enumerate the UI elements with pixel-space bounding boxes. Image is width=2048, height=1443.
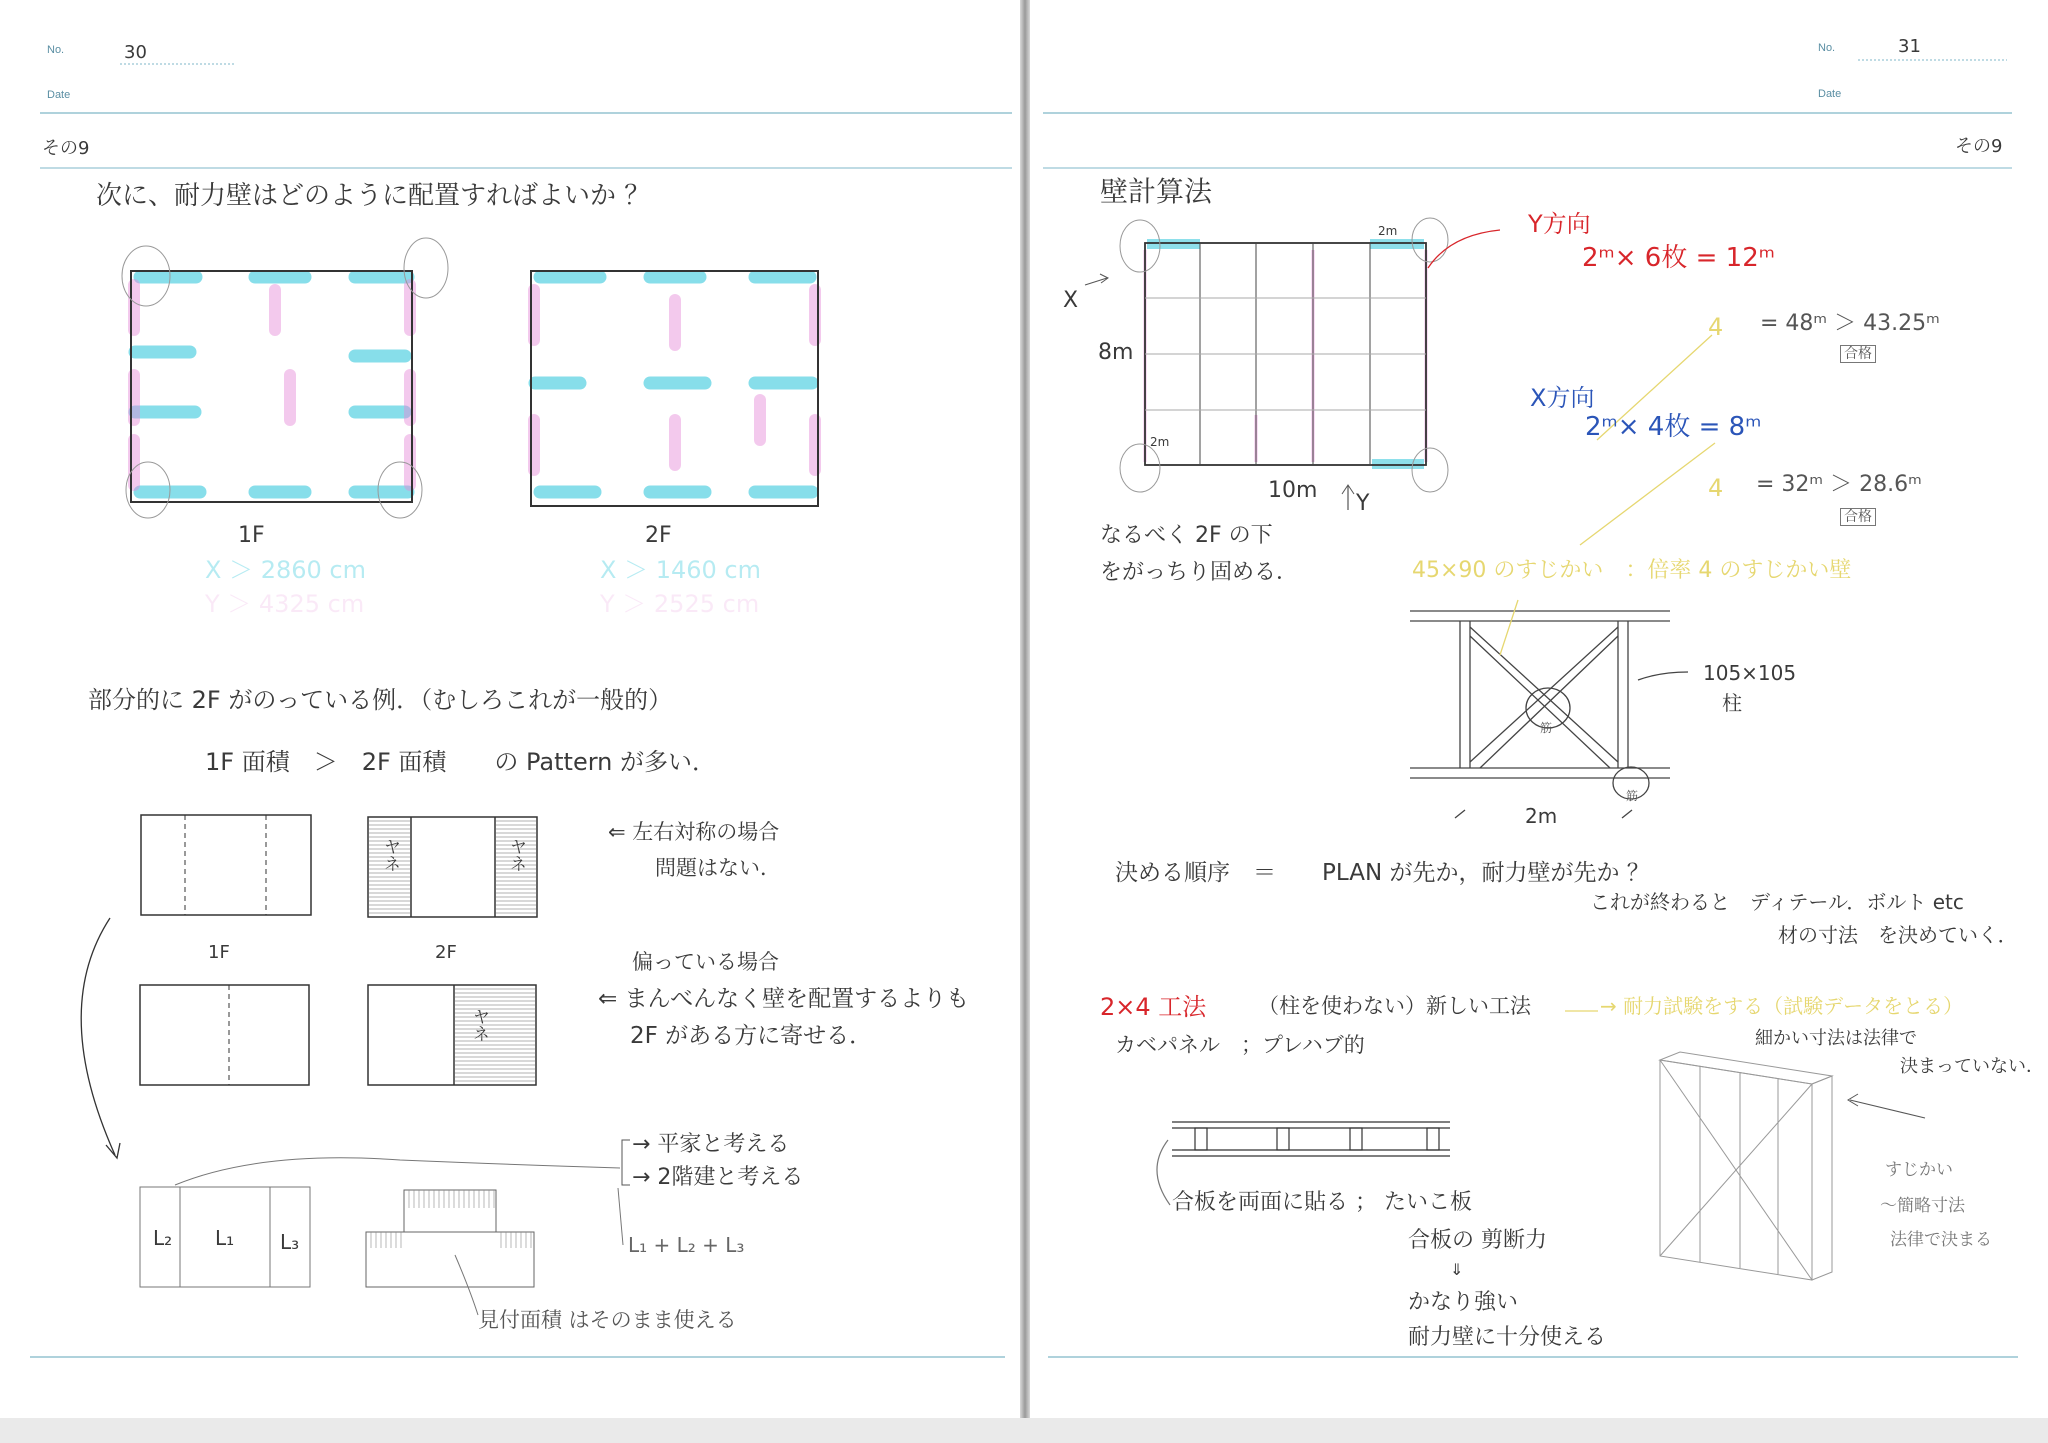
x-multiplier: 4 [1708, 474, 1724, 502]
note-symmetric-1: ⇐ 左右対称の場合 [608, 820, 780, 844]
x-pass-badge: 合格 [1840, 508, 1876, 526]
section-label-right: その9 [1955, 136, 2003, 157]
two-by-four-title: 2×4 工法 [1100, 993, 1207, 1021]
y-result: = 48ᵐ ＞ 43.25ᵐ [1760, 311, 1940, 336]
y-direction-calc: 2ᵐ× 6枚 = 12ᵐ [1582, 243, 1775, 273]
order-question: 決める順序 ＝ PLAN が先か，耐力壁が先か ？ [1115, 860, 1650, 886]
y-direction-label: Y方向 [1528, 210, 1591, 238]
fig-1f-label: 1F [208, 942, 230, 963]
option-two-story: → 2階建と考える [632, 1165, 804, 1190]
no-label-left: No. [47, 44, 65, 56]
dim-10m: 10m [1268, 478, 1318, 503]
leader-mitsuke [455, 1255, 478, 1315]
fig-2f-label: 2F [435, 942, 457, 963]
law-note-1: 細かい寸法は法律で [1755, 1028, 1917, 1049]
page-number-right: 31 [1898, 36, 1921, 57]
x-result: = 32ᵐ ＞ 28.6ᵐ [1756, 472, 1922, 497]
plan-1f-label: 1F [238, 523, 265, 548]
note-2f-2: をがっちり固める． [1100, 560, 1299, 585]
elevation-hatching [371, 1190, 531, 1248]
brace-side-3: 法律で決まる [1890, 1230, 1992, 1250]
order-note-2: 材の寸法 を決めていく． [1778, 923, 2018, 947]
dim-8m: 8m [1098, 340, 1134, 365]
order-note-1: これが終わると ディテール．ボルト etc [1590, 890, 1964, 914]
plywood-note-1: 合板を両面に貼る ； たいこ板 [1172, 1190, 1472, 1215]
plan-2f-label: 2F [645, 523, 672, 548]
axis-x-label: X [1063, 288, 1079, 313]
y-multiplier: 4 [1708, 313, 1724, 341]
axis-y-label: Y [1356, 491, 1370, 516]
plan-2f [531, 271, 818, 506]
leader-formula [618, 1188, 623, 1245]
brace-side-2: ～簡略寸法 [1880, 1196, 1965, 1216]
note-2f-1: なるべく 2F の下 [1100, 523, 1273, 548]
y-pass-badge: 合格 [1840, 345, 1876, 363]
label-l2: L₂ [153, 1226, 173, 1250]
date-label-right: Date [1818, 88, 1842, 100]
roof-label-right: ヤネ [506, 838, 526, 872]
brace-note-leader [1500, 600, 1518, 655]
fig-l-segments [140, 1158, 620, 1287]
date-label-left: Date [47, 89, 71, 101]
req-2f-x: X ＞ 1460 cm [600, 556, 761, 584]
plywood-arrow: ⇓ [1450, 1260, 1464, 1279]
plywood-note-5: 耐力壁に十分使える [1408, 1325, 1607, 1350]
x-direction-calc: 2ᵐ× 4枚 = 8ᵐ [1585, 412, 1762, 442]
brace-side-1: すじかい [1885, 1160, 1953, 1180]
plywood-note-2: 合板の 剪断力 [1408, 1228, 1547, 1253]
formula-l-sum: L₁ + L₂ + L₃ [628, 1233, 745, 1257]
plywood-note-4: かなり強い [1408, 1290, 1519, 1315]
two-by-four-desc: （柱を使わない）新しい工法 [1258, 994, 1531, 1018]
roof-label-biased: ヤネ [469, 1008, 489, 1042]
req-1f-x: X ＞ 2860 cm [205, 556, 366, 584]
section-label-left: その9 [42, 138, 90, 159]
brace-span: 2m [1525, 804, 1558, 828]
test-note: → 耐力試験をする（試験データをとる） [1600, 994, 1964, 1018]
dim-2m-bottom: 2m [1150, 435, 1170, 449]
post-label: 柱 [1722, 691, 1742, 715]
page-number-left: 30 [124, 42, 147, 63]
fig-symmetric [141, 815, 537, 917]
dim-2m-top: 2m [1378, 224, 1398, 238]
brace-note: 45×90 のすじかい ：倍率 4 のすじかい壁 [1412, 558, 1852, 583]
note-biased-1: 偏っている場合 [632, 950, 779, 974]
label-l3: L₃ [280, 1230, 300, 1254]
roof-label-left: ヤネ [380, 838, 400, 872]
right-header-lines [1043, 60, 2018, 1357]
question-text: 次に、耐力壁はどのように配置すればよいか ？ [96, 181, 651, 211]
bracket-options [622, 1140, 630, 1185]
label-l1: L₁ [215, 1226, 235, 1250]
option-single-story: → 平家と考える [632, 1132, 790, 1157]
req-2f-y: Y ＞ 2525 cm [600, 590, 760, 618]
req-1f-y: Y ＞ 4325 cm [205, 590, 365, 618]
panel-note: カベパネル ；プレハブ的 [1115, 1033, 1365, 1057]
brace-frame [1410, 611, 1688, 818]
x-direction-label: X方向 [1530, 384, 1595, 412]
partial-title: 部分的に 2F がのっている例．（むしろこれが一般的） [88, 686, 673, 714]
partial-sub: 1F 面積 ＞ 2F 面積 の Pattern が多い． [205, 748, 717, 776]
note-biased-3: 2F がある方に寄せる． [630, 1023, 873, 1049]
post-size: 105×105 [1703, 661, 1797, 685]
no-label-right: No. [1818, 42, 1836, 54]
brace-tag-center: 筋 [1540, 721, 1553, 735]
mitsuke-note: 見付面積 はそのまま使える [478, 1308, 737, 1332]
note-symmetric-2: 問題はない． [655, 856, 781, 880]
law-note-2: 決まっていない． [1900, 1056, 2044, 1077]
note-biased-2: ⇐ まんべんなく壁を配置するよりも [598, 986, 970, 1012]
wall-calc-title: 壁計算法 [1100, 175, 1213, 208]
plan-1f [122, 238, 448, 518]
curved-arrow [81, 918, 115, 1155]
brace-tag-corner: 筋 [1626, 789, 1639, 803]
